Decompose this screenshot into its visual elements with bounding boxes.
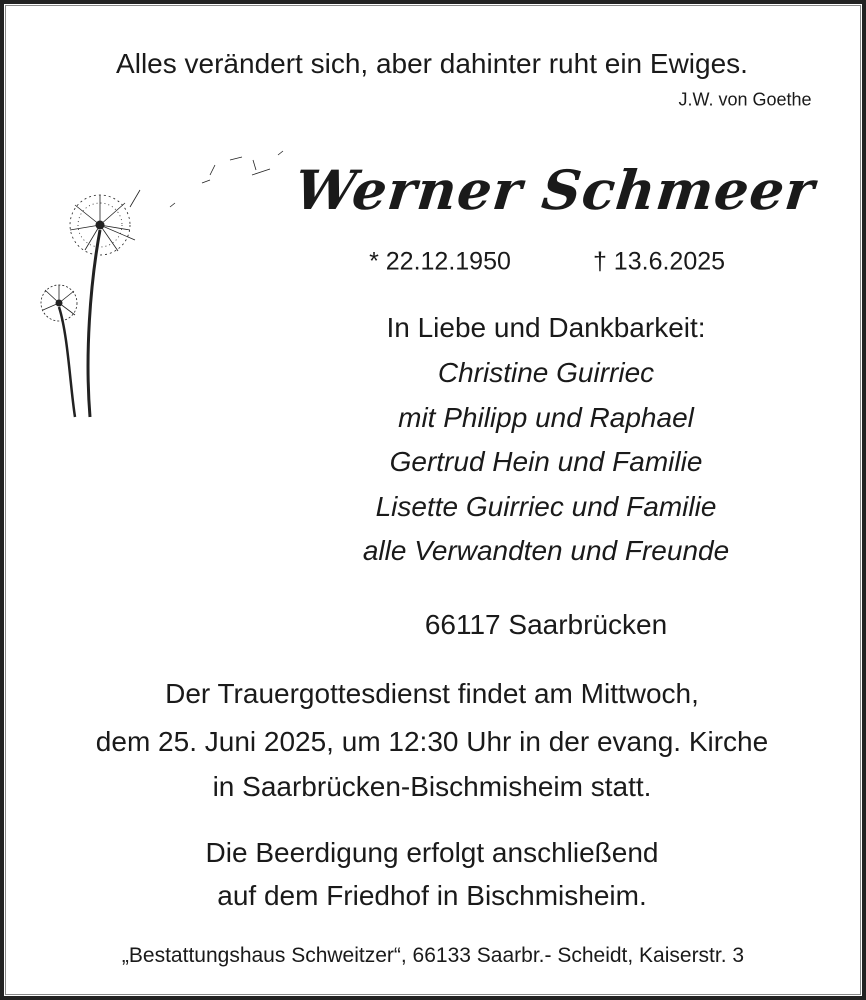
funeral-home-footer: „Bestattungshaus Schweitzer“, 66133 Saarbr.- Scheidt, Kaiserstr. 3 <box>121 944 745 967</box>
mourner-name: Christine Guirriec <box>437 357 655 388</box>
birth-date: * 22.12.1950 <box>369 247 511 276</box>
deceased-name: Werner Schmeer <box>291 158 819 222</box>
mourner-name: alle Verwandten und Freunde <box>362 535 730 566</box>
burial-line: auf dem Friedhof in Bischmisheim. <box>217 880 647 911</box>
dandelion-illustration <box>30 135 290 420</box>
mourner-name: mit Philipp und Raphael <box>398 402 694 433</box>
quote-author: J.W. von Goethe <box>678 89 812 110</box>
mourner-name: Lisette Guirriec und Familie <box>375 491 717 522</box>
burial-line: Die Beerdigung erfolgt anschließend <box>205 837 659 868</box>
service-line: Der Trauergottesdienst findet am Mittwoch, <box>165 678 699 709</box>
mourner-name: Gertrud Hein und Familie <box>389 446 703 477</box>
service-line: dem 25. Juni 2025, um 12:30 Uhr in der evang. Kirche <box>95 726 769 757</box>
death-date: † 13.6.2025 <box>592 247 726 276</box>
mourners-intro: In Liebe und Dankbarkeit: <box>386 312 706 343</box>
quote-text: Alles verändert sich, aber dahinter ruht ein Ewiges. <box>116 48 748 79</box>
mourners-location: 66117 Saarbrücken <box>424 609 668 640</box>
service-line: in Saarbrücken-Bischmisheim statt. <box>212 771 652 802</box>
